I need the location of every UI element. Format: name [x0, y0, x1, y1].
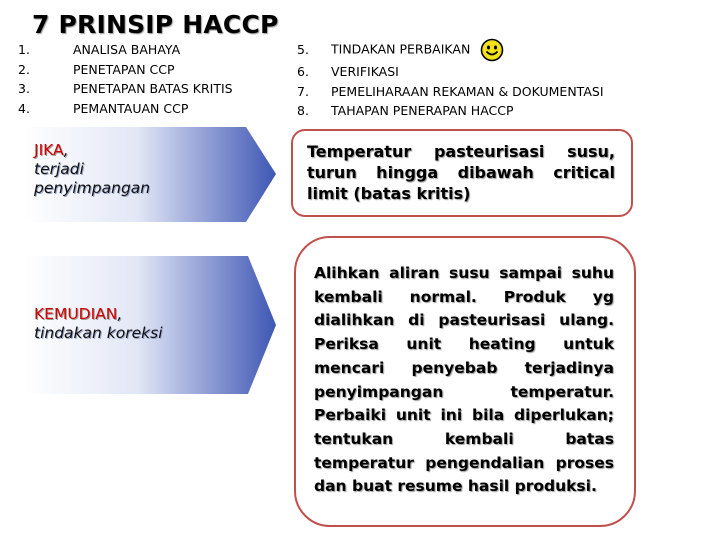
principle-number: 8. [297, 103, 309, 118]
principle-label: TINDAKAN PERBAIKAN [331, 41, 471, 57]
principle-number: 4. [18, 100, 30, 116]
principle-number: 2. [18, 61, 30, 77]
principle-label: PENETAPAN BATAS KRITIS [73, 81, 233, 96]
slide-title: 7 PRINSIP HACCP [32, 10, 279, 39]
arrow-text [34, 305, 163, 343]
principle-label: PENETAPAN CCP [73, 61, 175, 77]
principle-number: 1. [18, 42, 30, 57]
keyword-kemudian: KEMUDIAN [34, 305, 118, 323]
principles-list-left [18, 40, 233, 118]
arrow-line: tindakan koreksi [34, 324, 163, 342]
condition-box: Temperatur pasteurisasi susu, turun hingga dibawah critical limit (batas kritis) [291, 129, 633, 217]
punctuation: , [63, 141, 69, 159]
keyword-jika: JIKA [34, 141, 64, 159]
principle-item [297, 62, 604, 82]
arrow-line: penyimpangan [34, 179, 151, 197]
principle-label: PEMANTAUAN CCP [73, 100, 189, 116]
arrow-text [34, 141, 150, 198]
principle-item [297, 82, 604, 102]
principle-number: 6. [297, 64, 309, 79]
principle-item [18, 79, 233, 99]
principle-label: TAHAPAN PENERAPAN HACCP [331, 103, 514, 118]
principle-number: 7. [297, 83, 309, 99]
principle-item [297, 38, 604, 62]
action-arrow [24, 256, 276, 394]
corrective-action-box: Alihkan aliran susu sampai suhu kembali normal. Produk yg dialihkan di pasteurisasi ulang. Periksa unit heating untuk mencari penyebab terjadinya penyimpangan temperatur. Perbaiki unit ini bila diperlukan; tentukan kembali batas temperatur pengendalian proses dan buat resume hasil produksi. [294, 236, 636, 527]
principle-label: VERIFIKASI [331, 64, 399, 79]
principle-number: 5. [297, 41, 309, 57]
principle-item [18, 99, 233, 119]
principle-label: PEMELIHARAAN REKAMAN & DOKUMENTASI [331, 83, 604, 99]
condition-arrow [24, 127, 276, 222]
principle-number: 3. [18, 81, 30, 96]
principle-item [18, 40, 233, 60]
smiley-face-icon [480, 38, 504, 62]
principles-list-right [297, 38, 604, 121]
arrow-line: terjadi [34, 160, 84, 178]
punctuation: , [117, 305, 123, 323]
principle-item [18, 60, 233, 80]
principle-label: ANALISA BAHAYA [73, 42, 181, 57]
principle-item [297, 101, 604, 121]
